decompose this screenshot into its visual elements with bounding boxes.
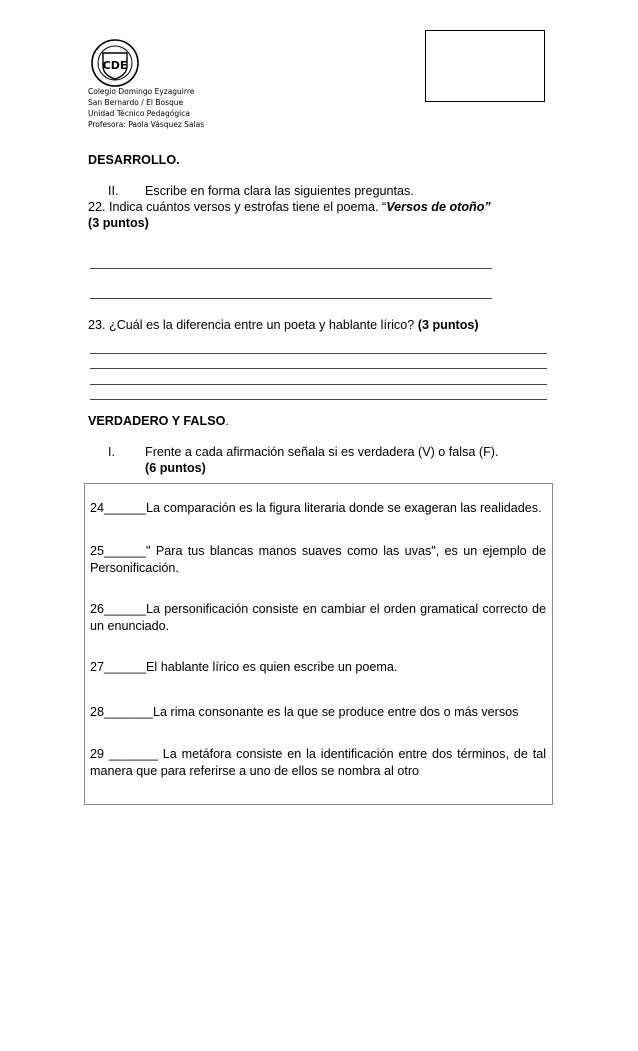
question-22 [88,199,491,215]
vf-title: VERDADERO Y FALSO [88,414,226,428]
desarrollo-instruction: Escribe en forma clara las siguientes preguntas. [145,184,414,198]
vf-points: (6 puntos) [145,461,206,475]
question-22-text: 22. Indica cuántos versos y estrofas tiene el poema. “ [88,200,387,214]
question-22-points: (3 puntos) [88,216,149,230]
vf-instruction: Frente a cada afirmación señala si es verdadera (V) o falsa (F). [145,445,499,459]
logo-letters: CDE [102,59,128,72]
answer-line-22-2[interactable] [90,298,492,299]
grade-box[interactable] [425,30,545,102]
question-22-poem: Versos de otoño” [386,200,491,214]
section-title-vf [88,413,229,429]
vf-item-28[interactable]: 28_______La rima consonante es la que se produce entre dos o más versos [90,705,519,719]
answer-line-23-2[interactable] [90,368,547,369]
answer-line-23-4[interactable] [90,399,547,400]
question-23 [88,317,479,333]
answer-line-22-1[interactable] [90,268,492,269]
vf-item-24[interactable]: 24______La comparación es la figura literaria donde se exageran las realidades. [90,501,542,515]
school-seal-icon [90,38,140,88]
vf-item-27[interactable]: 27______El hablante lírico es quien escribe un poema. [90,660,398,674]
answer-line-23-3[interactable] [90,384,547,385]
question-23-points: (3 puntos) [417,318,479,332]
question-23-text: 23. ¿Cuál es la diferencia entre un poeta y hablante lírico? [88,318,418,332]
school-unit: Unidad Técnico Pedagógica [88,109,190,118]
answer-line-23-1[interactable] [90,353,547,354]
section-title-desarrollo: DESARROLLO. [88,153,180,167]
vf-title-period: . [225,414,229,428]
school-name: Colegio Domingo Eyzaguirre [88,87,195,96]
school-location: San Bernardo / El Bosque [88,98,184,107]
teacher-name: Profesora: Paola Vásquez Salas [88,120,205,129]
vf-item-29[interactable]: 29 _______ La metáfora consiste en la identificación entre dos términos, de tal manera que para referirse a uno de ellos se nombra al otro [90,747,546,778]
vf-item-25[interactable]: 25______" Para tus blancas manos suaves como las uvas", es un ejemplo de Personificación. [90,544,546,575]
desarrollo-numeral: II. [108,184,119,198]
vf-numeral: I. [108,445,115,459]
vf-item-26[interactable]: 26______La personificación consiste en cambiar el orden gramatical correcto de un enunciado. [90,602,546,633]
